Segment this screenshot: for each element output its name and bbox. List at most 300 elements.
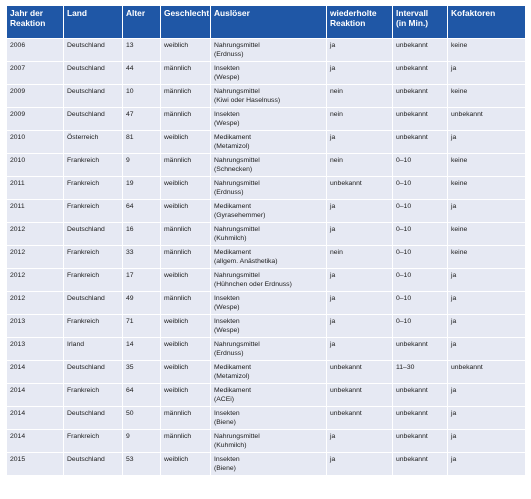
table-row [7, 315, 526, 338]
cell-ausloeser-line: (Wespe) [214, 327, 240, 334]
cell-land-line: Österreich [67, 134, 99, 141]
cell-alter [123, 62, 161, 85]
cell-intervall [393, 108, 448, 131]
cell-kofaktoren-line: keine [451, 249, 468, 256]
header-jahr-der-reaktion-line: Jahr der [10, 8, 44, 18]
cell-geschlecht-line: weiblich [164, 203, 189, 210]
cell-intervall [393, 223, 448, 246]
cell-alter-line: 49 [126, 295, 134, 302]
table-row [7, 453, 526, 476]
cell-alter [123, 315, 161, 338]
cell-kofaktoren-line: ja [451, 341, 457, 348]
cell-jahr [7, 269, 64, 292]
cell-wiederholte-reaktion-line: unbekannt [330, 387, 362, 394]
cell-intervall [393, 430, 448, 453]
cell-alter [123, 338, 161, 361]
table-row [7, 384, 526, 407]
table-row [7, 338, 526, 361]
table-row [7, 292, 526, 315]
cell-intervall [393, 131, 448, 154]
cell-ausloeser [211, 292, 327, 315]
cell-land-line: Deutschland [67, 456, 105, 463]
cell-ausloeser-line: Nahrungsmittel [214, 433, 260, 440]
cell-ausloeser [211, 384, 327, 407]
table-row [7, 200, 526, 223]
cell-jahr [7, 361, 64, 384]
cell-jahr-line: 2014 [10, 364, 26, 371]
cell-kofaktoren [448, 269, 526, 292]
cell-jahr [7, 39, 64, 62]
cell-kofaktoren-line: keine [451, 157, 468, 164]
cell-alter [123, 384, 161, 407]
cell-kofaktoren [448, 200, 526, 223]
header-intervall [393, 6, 448, 39]
cell-geschlecht [161, 154, 211, 177]
cell-ausloeser-line: Nahrungsmittel [214, 226, 260, 233]
cell-wiederholte-reaktion-line: ja [330, 318, 336, 325]
table-header-row [7, 6, 526, 39]
cell-intervall [393, 85, 448, 108]
cell-ausloeser [211, 361, 327, 384]
cell-intervall [393, 384, 448, 407]
cell-alter [123, 200, 161, 223]
header-wiederholte-reaktion [327, 6, 393, 39]
cell-land [64, 62, 123, 85]
cell-ausloeser-line: (allgem. Anästhetika) [214, 258, 278, 265]
cell-wiederholte-reaktion [327, 361, 393, 384]
cell-alter-line: 33 [126, 249, 134, 256]
cell-alter-line: 17 [126, 272, 134, 279]
cell-ausloeser [211, 315, 327, 338]
cell-geschlecht-line: weiblich [164, 456, 189, 463]
cell-kofaktoren-line: ja [451, 456, 457, 463]
cell-ausloeser [211, 407, 327, 430]
cell-kofaktoren [448, 361, 526, 384]
cell-geschlecht [161, 177, 211, 200]
cell-ausloeser-line: (Biene) [214, 419, 236, 426]
cell-land-line: Deutschland [67, 111, 105, 118]
cell-land [64, 85, 123, 108]
cell-alter-line: 50 [126, 410, 134, 417]
cell-ausloeser-line: (Erdnuss) [214, 51, 244, 58]
cell-kofaktoren-line: ja [451, 65, 457, 72]
cell-kofaktoren-line: keine [451, 42, 468, 49]
cell-alter-line: 13 [126, 42, 134, 49]
cell-ausloeser-line: Nahrungsmittel [214, 157, 260, 164]
cell-geschlecht [161, 62, 211, 85]
header-land [64, 6, 123, 39]
cell-kofaktoren [448, 384, 526, 407]
header-jahr-der-reaktion [7, 6, 64, 39]
cell-wiederholte-reaktion-line: ja [330, 433, 336, 440]
cell-kofaktoren-line: ja [451, 410, 457, 417]
cell-land-line: Frankreich [67, 157, 100, 164]
cell-intervall-line: 0–10 [396, 318, 412, 325]
cell-ausloeser [211, 223, 327, 246]
cell-wiederholte-reaktion-line: ja [330, 341, 336, 348]
cell-wiederholte-reaktion [327, 154, 393, 177]
cell-intervall [393, 154, 448, 177]
cell-ausloeser [211, 453, 327, 476]
cell-wiederholte-reaktion-line: ja [330, 203, 336, 210]
table-row [7, 62, 526, 85]
cell-geschlecht-line: männlich [164, 433, 192, 440]
cell-ausloeser-line: Nahrungsmittel [214, 180, 260, 187]
cell-alter-line: 14 [126, 341, 134, 348]
cell-wiederholte-reaktion [327, 407, 393, 430]
cell-ausloeser-line: Medikament [214, 364, 252, 371]
cell-ausloeser [211, 85, 327, 108]
cell-ausloeser-line: (Wespe) [214, 304, 240, 311]
cell-land [64, 453, 123, 476]
cell-wiederholte-reaktion-line: nein [330, 88, 343, 95]
cell-land-line: Deutschland [67, 65, 105, 72]
table-row [7, 407, 526, 430]
cell-ausloeser [211, 246, 327, 269]
table-row [7, 177, 526, 200]
cell-ausloeser-line: Nahrungsmittel [214, 272, 260, 279]
cell-alter [123, 177, 161, 200]
cell-kofaktoren [448, 62, 526, 85]
cell-intervall-line: 11–30 [396, 364, 415, 371]
cell-geschlecht [161, 407, 211, 430]
cell-land [64, 223, 123, 246]
cell-alter [123, 453, 161, 476]
cell-wiederholte-reaktion [327, 338, 393, 361]
cell-land [64, 384, 123, 407]
cell-geschlecht [161, 453, 211, 476]
cell-geschlecht [161, 39, 211, 62]
cell-intervall-line: unbekannt [396, 88, 428, 95]
cell-jahr [7, 430, 64, 453]
cell-kofaktoren-line: ja [451, 203, 457, 210]
cell-ausloeser-line: Nahrungsmittel [214, 88, 260, 95]
cell-jahr [7, 407, 64, 430]
cell-ausloeser-line: Insekten [214, 295, 240, 302]
cell-alter-line: 81 [126, 134, 134, 141]
cell-alter-line: 53 [126, 456, 134, 463]
cell-land [64, 269, 123, 292]
cell-jahr [7, 338, 64, 361]
cell-wiederholte-reaktion-line: nein [330, 111, 343, 118]
cell-intervall-line: 0–10 [396, 295, 412, 302]
cell-intervall [393, 62, 448, 85]
table-row [7, 223, 526, 246]
cell-intervall-line: unbekannt [396, 134, 428, 141]
header-geschlecht-line: Geschlecht [164, 8, 210, 18]
cell-land-line: Deutschland [67, 295, 105, 302]
cell-geschlecht [161, 108, 211, 131]
cell-geschlecht [161, 338, 211, 361]
cell-geschlecht-line: weiblich [164, 341, 189, 348]
cell-intervall-line: 0–10 [396, 226, 412, 233]
cell-wiederholte-reaktion [327, 384, 393, 407]
cell-geschlecht [161, 384, 211, 407]
cell-kofaktoren-line: ja [451, 387, 457, 394]
table-row [7, 39, 526, 62]
cell-ausloeser [211, 62, 327, 85]
cell-jahr-line: 2012 [10, 295, 26, 302]
cell-jahr-line: 2013 [10, 318, 26, 325]
cell-ausloeser [211, 269, 327, 292]
cell-jahr-line: 2010 [10, 157, 26, 164]
cell-intervall [393, 292, 448, 315]
cell-geschlecht-line: weiblich [164, 42, 189, 49]
cell-land [64, 292, 123, 315]
cell-geschlecht [161, 361, 211, 384]
cell-geschlecht [161, 269, 211, 292]
cell-kofaktoren [448, 338, 526, 361]
cell-ausloeser-line: Nahrungsmittel [214, 341, 260, 348]
cell-alter-line: 9 [126, 157, 130, 164]
cell-kofaktoren-line: ja [451, 318, 457, 325]
cell-intervall [393, 246, 448, 269]
cell-wiederholte-reaktion [327, 85, 393, 108]
cell-jahr [7, 315, 64, 338]
cell-alter [123, 131, 161, 154]
cell-land-line: Deutschland [67, 364, 105, 371]
cell-intervall-line: unbekannt [396, 410, 428, 417]
cell-land-line: Irland [67, 341, 85, 348]
cell-alter [123, 154, 161, 177]
cell-ausloeser-line: Insekten [214, 65, 240, 72]
cell-geschlecht-line: männlich [164, 111, 192, 118]
cell-land [64, 338, 123, 361]
cell-intervall-line: 0–10 [396, 203, 412, 210]
cell-ausloeser-line: (Schnecken) [214, 166, 253, 173]
cell-wiederholte-reaktion-line: nein [330, 249, 343, 256]
cell-kofaktoren [448, 407, 526, 430]
cell-alter-line: 47 [126, 111, 134, 118]
cell-ausloeser-line: Insekten [214, 318, 240, 325]
cell-alter-line: 44 [126, 65, 134, 72]
cell-ausloeser-line: Medikament [214, 203, 252, 210]
cell-kofaktoren [448, 315, 526, 338]
cell-jahr-line: 2014 [10, 433, 26, 440]
cell-intervall [393, 177, 448, 200]
cell-ausloeser [211, 131, 327, 154]
cell-alter-line: 64 [126, 387, 134, 394]
cell-alter-line: 16 [126, 226, 134, 233]
header-kofaktoren [448, 6, 526, 39]
cell-alter [123, 430, 161, 453]
cell-intervall-line: unbekannt [396, 65, 428, 72]
cell-jahr [7, 292, 64, 315]
cell-kofaktoren-line: ja [451, 295, 457, 302]
cell-jahr-line: 2011 [10, 203, 25, 210]
cell-intervall [393, 453, 448, 476]
header-wiederholte-reaktion-line: Reaktion [330, 18, 366, 28]
cell-intervall-line: unbekannt [396, 341, 428, 348]
header-kofaktoren-line: Kofaktoren [451, 8, 496, 18]
header-alter [123, 6, 161, 39]
cell-wiederholte-reaktion [327, 315, 393, 338]
cell-jahr-line: 2013 [10, 341, 26, 348]
cell-kofaktoren [448, 292, 526, 315]
cell-land [64, 361, 123, 384]
table-row [7, 85, 526, 108]
cell-alter [123, 361, 161, 384]
cell-ausloeser-line: (Kuhmilch) [214, 442, 247, 449]
cell-kofaktoren [448, 177, 526, 200]
cell-intervall [393, 39, 448, 62]
cell-geschlecht-line: weiblich [164, 272, 189, 279]
table-row [7, 131, 526, 154]
cell-jahr-line: 2009 [10, 88, 26, 95]
header-intervall-line: Intervall [396, 8, 429, 18]
cell-wiederholte-reaktion-line: ja [330, 456, 336, 463]
cell-kofaktoren-line: keine [451, 180, 468, 187]
cell-wiederholte-reaktion-line: unbekannt [330, 364, 362, 371]
cell-geschlecht [161, 430, 211, 453]
cell-geschlecht-line: weiblich [164, 387, 189, 394]
cell-jahr-line: 2014 [10, 387, 26, 394]
cell-wiederholte-reaktion [327, 430, 393, 453]
table-row [7, 108, 526, 131]
cell-land [64, 200, 123, 223]
cell-wiederholte-reaktion-line: ja [330, 272, 336, 279]
cell-ausloeser [211, 177, 327, 200]
cell-geschlecht [161, 200, 211, 223]
cell-wiederholte-reaktion [327, 62, 393, 85]
header-ausloeser-line: Auslöser [214, 8, 250, 18]
cell-intervall [393, 200, 448, 223]
cell-alter [123, 407, 161, 430]
cell-jahr [7, 177, 64, 200]
cell-jahr [7, 453, 64, 476]
cell-intervall-line: unbekannt [396, 387, 428, 394]
cell-alter [123, 85, 161, 108]
cell-land-line: Deutschland [67, 226, 105, 233]
cell-wiederholte-reaktion [327, 246, 393, 269]
cell-land-line: Frankreich [67, 433, 100, 440]
header-geschlecht [161, 6, 211, 39]
cell-intervall-line: unbekannt [396, 42, 428, 49]
cell-land [64, 177, 123, 200]
cell-jahr-line: 2009 [10, 111, 26, 118]
cell-jahr-line: 2012 [10, 249, 26, 256]
cell-geschlecht-line: männlich [164, 295, 192, 302]
cell-ausloeser [211, 154, 327, 177]
cell-land-line: Deutschland [67, 42, 105, 49]
cell-ausloeser [211, 338, 327, 361]
cell-ausloeser-line: (Erdnuss) [214, 189, 244, 196]
cell-kofaktoren [448, 430, 526, 453]
cell-geschlecht-line: weiblich [164, 134, 189, 141]
cell-kofaktoren-line: ja [451, 272, 457, 279]
data-table [7, 6, 526, 476]
cell-kofaktoren [448, 223, 526, 246]
cell-land-line: Frankreich [67, 387, 100, 394]
cell-ausloeser-line: Insekten [214, 111, 240, 118]
cell-geschlecht [161, 131, 211, 154]
cell-geschlecht [161, 246, 211, 269]
cell-kofaktoren-line: unbekannt [451, 111, 483, 118]
cell-ausloeser-line: Medikament [214, 387, 252, 394]
cell-wiederholte-reaktion [327, 200, 393, 223]
table-row [7, 154, 526, 177]
cell-intervall-line: unbekannt [396, 456, 428, 463]
cell-ausloeser-line: (Kuhmilch) [214, 235, 247, 242]
cell-land [64, 108, 123, 131]
cell-land-line: Frankreich [67, 318, 100, 325]
cell-intervall-line: unbekannt [396, 111, 428, 118]
cell-alter-line: 35 [126, 364, 134, 371]
cell-alter-line: 71 [126, 318, 134, 325]
cell-intervall-line: 0–10 [396, 249, 412, 256]
cell-jahr [7, 384, 64, 407]
cell-ausloeser [211, 200, 327, 223]
cell-ausloeser-line: Nahrungsmittel [214, 42, 260, 49]
cell-wiederholte-reaktion-line: nein [330, 157, 343, 164]
cell-wiederholte-reaktion [327, 223, 393, 246]
cell-geschlecht [161, 315, 211, 338]
cell-geschlecht-line: männlich [164, 157, 192, 164]
cell-alter-line: 64 [126, 203, 134, 210]
cell-geschlecht-line: männlich [164, 88, 192, 95]
cell-jahr-line: 2007 [10, 65, 26, 72]
cell-intervall-line: 0–10 [396, 272, 412, 279]
cell-geschlecht-line: weiblich [164, 318, 189, 325]
cell-jahr [7, 223, 64, 246]
cell-wiederholte-reaktion-line: ja [330, 226, 336, 233]
cell-jahr [7, 108, 64, 131]
cell-intervall-line: 0–10 [396, 157, 412, 164]
cell-intervall [393, 361, 448, 384]
cell-ausloeser-line: Insekten [214, 410, 240, 417]
cell-geschlecht [161, 292, 211, 315]
cell-land-line: Frankreich [67, 180, 100, 187]
cell-ausloeser-line: Insekten [214, 456, 240, 463]
cell-wiederholte-reaktion [327, 131, 393, 154]
cell-land [64, 407, 123, 430]
cell-intervall [393, 315, 448, 338]
cell-ausloeser [211, 108, 327, 131]
cell-wiederholte-reaktion-line: unbekannt [330, 410, 362, 417]
cell-wiederholte-reaktion-line: ja [330, 65, 336, 72]
data-table-container [7, 6, 526, 476]
table-row [7, 246, 526, 269]
table-body [7, 39, 526, 476]
cell-jahr-line: 2006 [10, 42, 26, 49]
cell-intervall-line: unbekannt [396, 433, 428, 440]
cell-kofaktoren [448, 453, 526, 476]
cell-wiederholte-reaktion-line: unbekannt [330, 180, 362, 187]
cell-geschlecht-line: männlich [164, 65, 192, 72]
cell-wiederholte-reaktion-line: ja [330, 42, 336, 49]
cell-jahr-line: 2014 [10, 410, 26, 417]
cell-kofaktoren-line: keine [451, 226, 468, 233]
cell-geschlecht-line: männlich [164, 226, 192, 233]
cell-alter-line: 9 [126, 433, 130, 440]
cell-ausloeser-line: Medikament [214, 134, 252, 141]
cell-kofaktoren-line: keine [451, 88, 468, 95]
cell-kofaktoren [448, 154, 526, 177]
cell-wiederholte-reaktion [327, 453, 393, 476]
cell-jahr-line: 2011 [10, 180, 25, 187]
cell-intervall [393, 407, 448, 430]
cell-kofaktoren [448, 108, 526, 131]
cell-jahr-line: 2010 [10, 134, 26, 141]
cell-wiederholte-reaktion [327, 269, 393, 292]
cell-ausloeser [211, 39, 327, 62]
cell-alter [123, 269, 161, 292]
cell-jahr [7, 131, 64, 154]
cell-alter [123, 108, 161, 131]
cell-kofaktoren [448, 131, 526, 154]
cell-jahr [7, 246, 64, 269]
cell-ausloeser-line: (Biene) [214, 465, 236, 472]
